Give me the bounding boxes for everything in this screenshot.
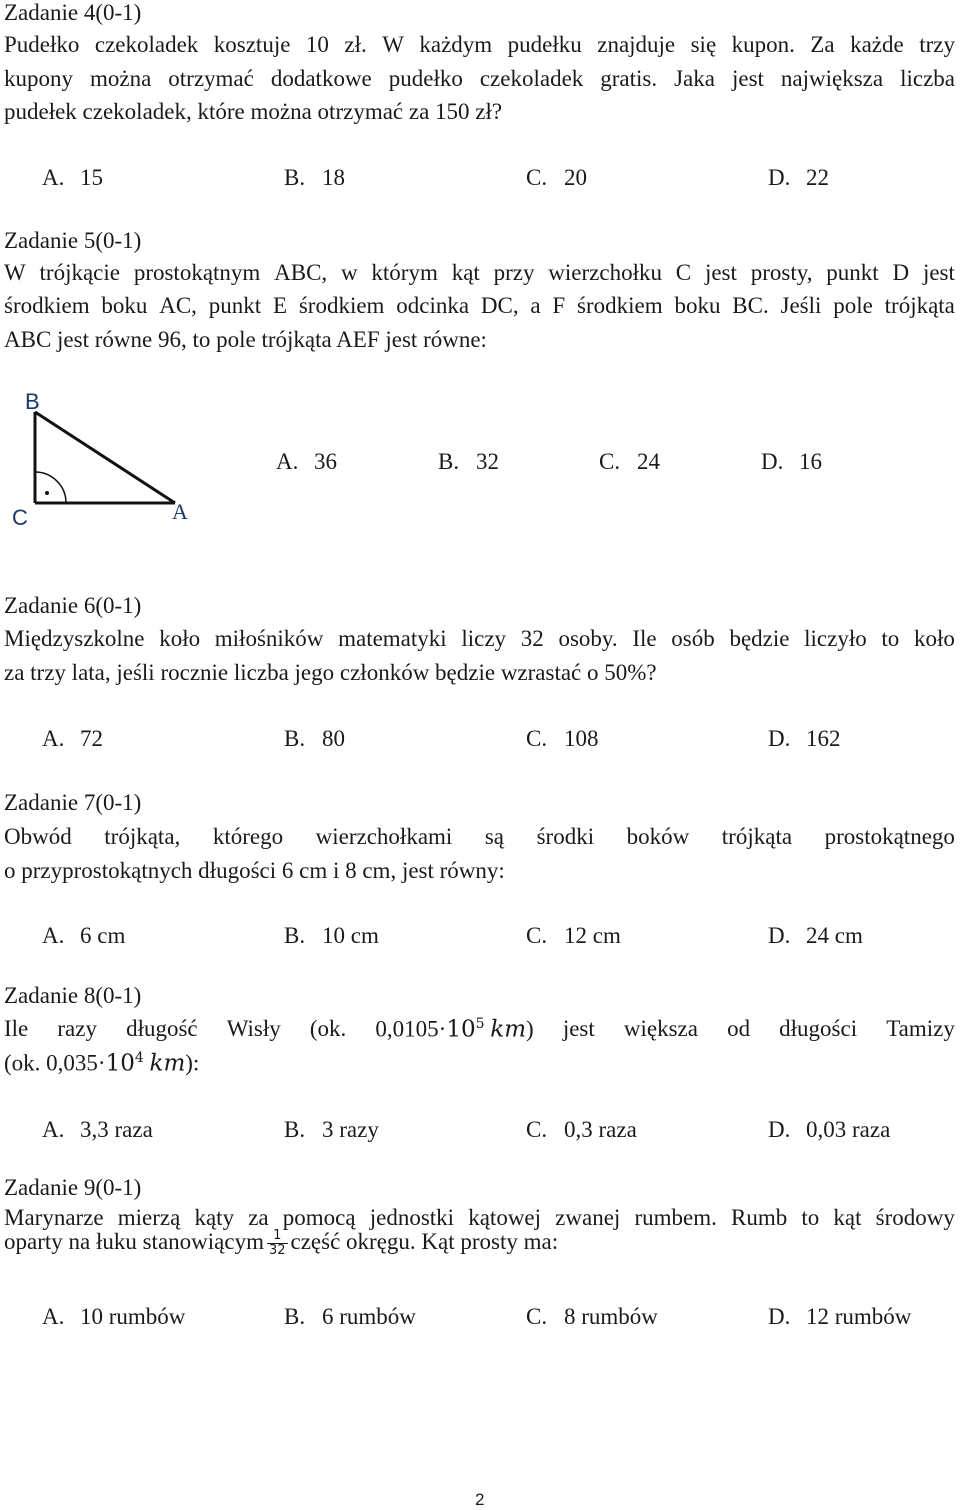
word: W: [4, 260, 26, 285]
word: D: [892, 260, 910, 285]
word: środki: [536, 824, 595, 849]
word: osoby.: [558, 626, 618, 651]
word: boków: [626, 824, 690, 849]
page-number: 2: [475, 1490, 485, 1509]
task-6-option-c: C. 108: [526, 726, 599, 751]
word: matematyki: [338, 626, 447, 651]
task-8-word: razy: [57, 1016, 97, 1041]
word: 10: [305, 32, 329, 57]
word: prostokątnym: [133, 260, 261, 285]
word: środkiem: [4, 293, 90, 318]
word: gratis.: [600, 66, 658, 91]
word: rumbem.: [634, 1205, 717, 1230]
word: Rumb: [731, 1205, 788, 1230]
task-6-option-a: A. 72: [42, 726, 103, 751]
word: jest: [922, 260, 955, 285]
task-9-option-a: A. 10 rumbów: [42, 1304, 186, 1329]
word: każde: [850, 32, 904, 57]
task-8-word: Ile: [4, 1016, 29, 1041]
word: prosty,: [750, 260, 813, 285]
side-ab: [35, 412, 175, 503]
word: środowy: [875, 1205, 955, 1230]
word: środkiem: [298, 293, 385, 318]
word: punkt: [208, 293, 262, 318]
vertex-label-b: B: [25, 389, 40, 414]
task-4-line-2: [4, 66, 955, 92]
word: Ile: [632, 626, 657, 651]
word: miłośników: [214, 626, 324, 651]
task-8-word: większa: [623, 1016, 698, 1041]
word: koło: [159, 626, 201, 651]
task-9-option-c: C. 8 rumbów: [526, 1304, 658, 1329]
word: koło: [914, 626, 955, 651]
fraction-1-32: $\frac{1}{32}$: [268, 1228, 286, 1259]
word: liczyło: [804, 626, 867, 651]
word: prostokątnego: [824, 824, 955, 849]
word: w: [340, 260, 358, 285]
task-7-line-2: o przyprostokątnych długości 6 cm i 8 cm, jest równy:: [4, 858, 505, 883]
task-5-heading: Zadanie 5(0-1): [4, 228, 142, 253]
word: Za: [810, 32, 835, 57]
task-5-line-3: ABC jest równe 96, to pole trójkąta AEF jest równe:: [4, 327, 487, 352]
vertex-label-a: A: [172, 499, 188, 524]
word: kąt: [451, 260, 480, 285]
task-4-option-c: C. 20: [526, 165, 587, 190]
word: trójkąta: [721, 824, 793, 849]
task-6-option-d: D. 162: [768, 726, 841, 751]
word: Jeśli: [780, 293, 822, 318]
task-8-word: Wisły: [226, 1016, 281, 1041]
word: E: [272, 293, 288, 318]
word: środkiem: [577, 293, 663, 318]
word: za: [248, 1205, 269, 1230]
word: punkt: [826, 260, 879, 285]
word: kupon.: [731, 32, 795, 57]
task-7-option-c: C. 12 cm: [526, 923, 621, 948]
word: Obwód: [4, 824, 72, 849]
word: przy: [493, 260, 535, 285]
task-9-option-b: B. 6 rumbów: [284, 1304, 416, 1329]
word: znajduje: [597, 32, 676, 57]
word: trójkąta,: [104, 824, 181, 849]
word: kupony: [4, 66, 73, 91]
task-4-option-d: D. 22: [768, 165, 829, 190]
task-4-line-3: pudełek czekoladek, które można otrzymać za 150 zł?: [4, 99, 503, 124]
task-5-option-b: B. 32: [438, 449, 499, 474]
word: mierzą: [117, 1205, 181, 1230]
word: odcinka: [396, 293, 470, 318]
task-6-heading: Zadanie 6(0-1): [4, 593, 142, 618]
task-8-word: długość: [126, 1016, 198, 1041]
task-8-wisla-length: $0,0105\cdot 10^5$ km): [375, 1016, 534, 1043]
task-8-word: Tamizy: [886, 1016, 955, 1041]
word: W: [382, 32, 404, 57]
word: a: [530, 293, 541, 318]
task-6-line-1: [4, 626, 955, 652]
word: liczy: [461, 626, 507, 651]
word: będzie: [729, 626, 790, 651]
task-4-option-b: B. 18: [284, 165, 345, 190]
word: AC,: [159, 293, 197, 318]
word: kąt: [833, 1205, 862, 1230]
word: jest: [704, 260, 737, 285]
word: trzy: [919, 32, 955, 57]
task-8-option-a: A. 3,3 raza: [42, 1117, 153, 1142]
word: to: [881, 626, 900, 651]
task-7-heading: Zadanie 7(0-1): [4, 790, 142, 815]
word: pomocą: [282, 1205, 356, 1230]
word: pudełko: [388, 66, 463, 91]
task-8-heading: Zadanie 8(0-1): [4, 983, 142, 1008]
word: kąty: [194, 1205, 235, 1230]
word: jest: [731, 66, 764, 91]
task-4-option-a: A. 15: [42, 165, 103, 190]
word: każdym: [419, 32, 493, 57]
word: jednostki: [369, 1205, 455, 1230]
word: Jaka: [674, 66, 715, 91]
word: BC.: [732, 293, 769, 318]
word: Marynarze: [4, 1205, 104, 1230]
word: kosztuje: [213, 32, 291, 57]
word: 32: [520, 626, 544, 651]
task-5-line-2: [4, 293, 955, 319]
task-8-word: (ok.: [309, 1016, 347, 1041]
word: pudełku: [507, 32, 582, 57]
task-7-option-d: D. 24 cm: [768, 923, 863, 948]
task-9-heading: Zadanie 9(0-1): [4, 1175, 142, 1200]
task-8-option-c: C. 0,3 raza: [526, 1117, 637, 1142]
task-5-option-a: A. 36: [276, 449, 337, 474]
task-8-word: długości: [779, 1016, 858, 1041]
word: największa: [780, 66, 884, 91]
word: ABC,: [274, 260, 328, 285]
word: Pudełko: [4, 32, 80, 57]
task-9-option-d: D. 12 rumbów: [768, 1304, 912, 1329]
word: się: [690, 32, 717, 57]
word: to: [801, 1205, 820, 1230]
word: trójkąta: [884, 293, 955, 318]
task-9-line-1: [4, 1205, 955, 1231]
word: którym: [371, 260, 438, 285]
word: Międzyszkolne: [4, 626, 145, 651]
word: kątowej: [468, 1205, 542, 1230]
right-triangle-figure: [6, 386, 206, 536]
word: wierzchołkami: [315, 824, 453, 849]
task-8-option-d: D. 0,03 raza: [768, 1117, 891, 1142]
task-8-word: jest: [562, 1016, 595, 1041]
word: czekoladek: [479, 66, 584, 91]
word: boku: [674, 293, 721, 318]
word: DC,: [480, 293, 519, 318]
word: dodatkowe: [270, 66, 372, 91]
word: są: [484, 824, 505, 849]
task-4-line-1: [4, 32, 955, 58]
task-8-option-b: B. 3 razy: [284, 1117, 379, 1142]
task-4-heading: Zadanie 4(0-1): [4, 0, 142, 25]
word: boku: [101, 293, 148, 318]
word: zł.: [344, 32, 367, 57]
task-7-line-1: [4, 824, 955, 850]
word: czekoladek: [94, 32, 199, 57]
task-8-line-1: [4, 1016, 955, 1043]
task-5-option-d: D. 16: [761, 449, 822, 474]
task-5-option-c: C. 24: [599, 449, 660, 474]
word: liczba: [900, 66, 955, 91]
word: wierzchołku: [548, 260, 662, 285]
word: można: [89, 66, 152, 91]
word: C: [675, 260, 692, 285]
word: F: [552, 293, 566, 318]
task-7-option-b: B. 10 cm: [284, 923, 379, 948]
word: osób: [671, 626, 715, 651]
task-7-option-a: A. 6 cm: [42, 923, 126, 948]
task-5-line-1: [4, 260, 955, 286]
right-angle-dot: [45, 491, 49, 495]
task-9-line-2: oparty na łuku stanowiącym $\frac{1}{32}$ część okręgu. Kąt prosty ma:: [4, 1228, 559, 1259]
word: którego: [212, 824, 284, 849]
word: trójkącie: [39, 260, 120, 285]
task-6-line-2: za trzy lata, jeśli rocznie liczba jego członków będzie wzrastać o 50%?: [4, 660, 657, 685]
word: otrzymać: [168, 66, 254, 91]
right-angle-arc: [35, 472, 66, 503]
vertex-label-c: C: [12, 505, 28, 530]
task-6-option-b: B. 80: [284, 726, 345, 751]
word: pole: [833, 293, 873, 318]
word: zwanej: [555, 1205, 621, 1230]
task-8-line-2: (ok. $0,035\cdot 10^4$ km):: [4, 1050, 200, 1077]
task-8-word: od: [727, 1016, 751, 1041]
